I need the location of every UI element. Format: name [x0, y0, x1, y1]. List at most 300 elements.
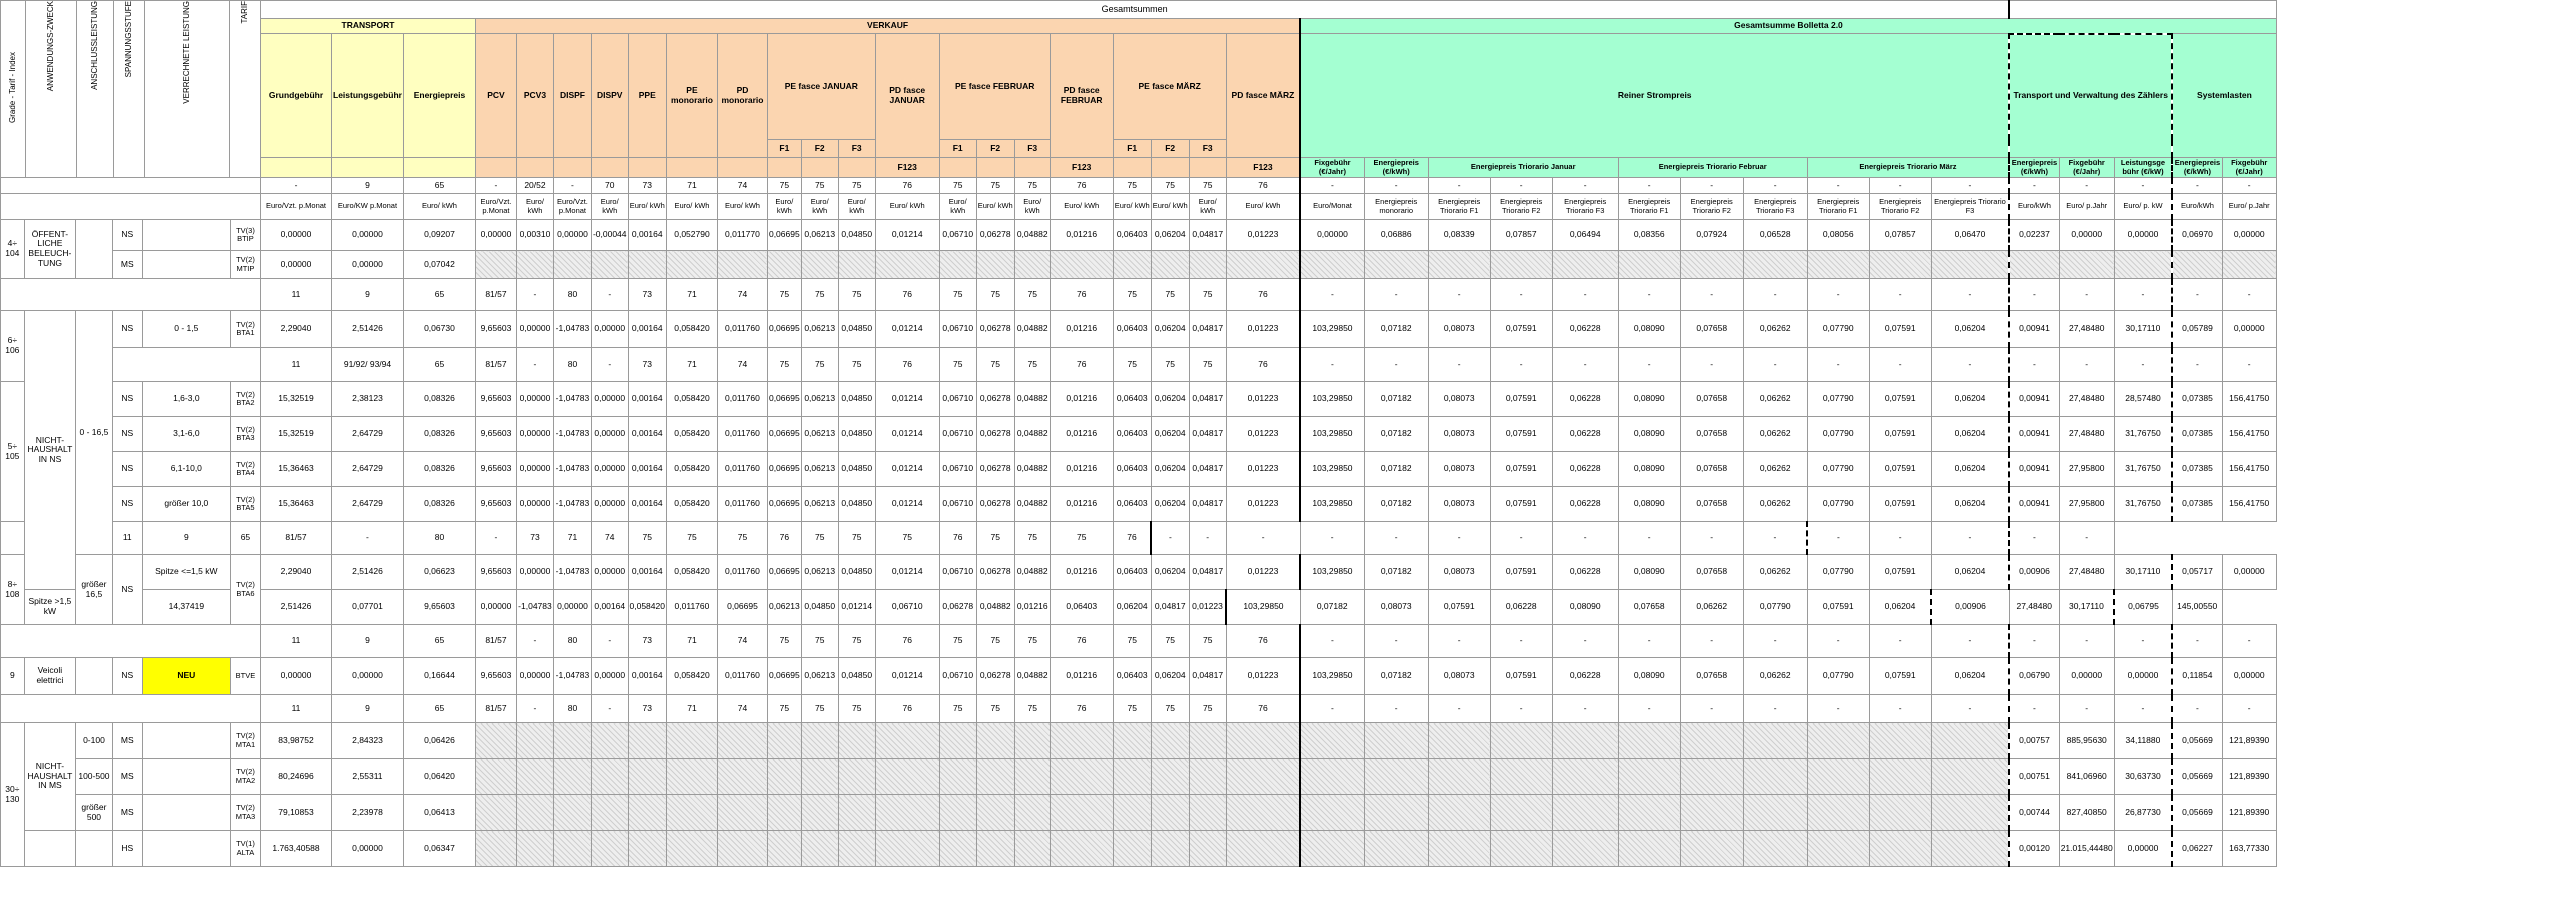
code-cell: - — [1807, 178, 1869, 194]
value-cell: 156,41750 — [2222, 417, 2276, 452]
value-cell: 0,06204 — [1931, 452, 2009, 487]
value-cell: 0,06470 — [1931, 220, 2009, 251]
value-cell: 0,07591 — [1869, 417, 1931, 452]
hatched-cell — [1680, 723, 1743, 759]
value-cell: 0,08073 — [1428, 555, 1490, 590]
unit-cell: Euro/ kWh — [591, 194, 628, 220]
code-cell: 75 — [1014, 178, 1050, 194]
hatched-cell — [875, 831, 939, 867]
code-cell: 75 — [1151, 695, 1189, 723]
value-cell: 0,08073 — [1364, 590, 1428, 625]
value-cell: 0,00941 — [2009, 382, 2059, 417]
code-cell: - — [1743, 695, 1807, 723]
hatched-cell — [2009, 251, 2059, 279]
hatched-cell — [553, 831, 591, 867]
col-tv-energiepreis: Energiepreis (€/kWh) — [2009, 158, 2059, 178]
col-f123: F123 — [875, 158, 939, 178]
hatched-cell — [717, 831, 767, 867]
grade-cell: 30÷ 130 — [1, 723, 25, 867]
col-pe-monorario: PE monorario — [666, 34, 717, 158]
spannung-cell: NS — [112, 311, 142, 348]
value-cell: -0,00044 — [591, 220, 628, 251]
value-cell: 0,04882 — [1014, 658, 1050, 695]
spannung-cell: MS — [112, 795, 142, 831]
code-cell: 76 — [875, 695, 939, 723]
value-cell: 0,07857 — [1869, 220, 1931, 251]
hatched-cell — [1490, 831, 1552, 867]
spannung-cell: NS — [112, 487, 142, 522]
value-cell: 0,06403 — [1050, 590, 1113, 625]
value-cell: 0,00757 — [2009, 723, 2059, 759]
value-cell: 2,51426 — [261, 590, 332, 625]
code-cell: 65 — [403, 348, 475, 382]
code-cell: - — [1807, 695, 1869, 723]
unit-cell: Euro/ p.Jahr — [2059, 194, 2114, 220]
tarif-cell: TV(2) BTA3 — [230, 417, 260, 452]
code-cell: - — [2172, 625, 2222, 658]
value-cell: 0,06228 — [1552, 417, 1618, 452]
value-cell: 0,00000 — [2222, 311, 2276, 348]
code-cell: 76 — [875, 178, 939, 194]
hatched-cell — [1113, 759, 1151, 795]
code-cell: 71 — [666, 348, 717, 382]
code-cell: 75 — [1189, 695, 1226, 723]
value-cell: 2,51426 — [332, 555, 404, 590]
value-cell: 0,07790 — [1807, 382, 1869, 417]
value-cell: 0,00000 — [2114, 658, 2172, 695]
hatched-cell — [2059, 251, 2114, 279]
value-cell: -1,04783 — [553, 382, 591, 417]
hatched-cell — [1680, 251, 1743, 279]
hatched-cell — [1113, 723, 1151, 759]
hatched-cell — [2222, 251, 2276, 279]
hatched-cell — [1189, 795, 1226, 831]
value-cell: 0,01214 — [875, 452, 939, 487]
value-cell: 0,01216 — [1014, 590, 1050, 625]
unit-cell: Euro/Vzt. p.Monat — [261, 194, 332, 220]
hatched-cell — [1743, 759, 1807, 795]
value-cell: 0,06710 — [875, 590, 939, 625]
value-cell: 0,01223 — [1226, 382, 1300, 417]
code-cell: - — [1618, 695, 1680, 723]
hatched-cell — [1931, 795, 2009, 831]
hatched-cell — [801, 795, 838, 831]
hatched-cell — [1680, 831, 1743, 867]
code-cell: 76 — [1226, 695, 1300, 723]
value-cell: 0,058420 — [628, 590, 666, 625]
tarif-cell: TV(1) ALTA — [230, 831, 260, 867]
value-cell: 15,32519 — [261, 382, 332, 417]
code-cell: 75 — [1113, 348, 1151, 382]
value-cell: 0,00000 — [553, 590, 591, 625]
hatched-cell — [553, 795, 591, 831]
value-cell: 0,06228 — [1552, 311, 1618, 348]
hatched-cell — [591, 795, 628, 831]
spannung-cell: NS — [112, 658, 142, 695]
value-cell: 0,00000 — [2114, 831, 2172, 867]
hatched-cell — [1300, 831, 1364, 867]
hatched-cell — [2172, 251, 2222, 279]
hatched-cell — [1743, 251, 1807, 279]
hatched-cell — [838, 759, 875, 795]
code-cell: - — [1552, 348, 1618, 382]
spannung-cell: MS — [112, 251, 142, 279]
code-cell: - — [2059, 348, 2114, 382]
zweck-cell: ÖFFENT-LICHE BELEUCH-TUNG — [24, 220, 76, 279]
value-cell: -1,04783 — [516, 590, 553, 625]
code-cell: - — [1743, 522, 1807, 555]
code-cell: 75 — [838, 625, 875, 658]
value-cell: 0,04850 — [838, 658, 875, 695]
hatched-cell — [1113, 795, 1151, 831]
value-cell: 156,41750 — [2222, 452, 2276, 487]
table-row — [1, 831, 2277, 867]
code-cell: - — [1680, 695, 1743, 723]
code-cell: 75 — [976, 348, 1014, 382]
header-zweck: ANWENDUNGS-ZWECK — [45, 1, 55, 92]
value-cell: 31,76750 — [2114, 487, 2172, 522]
hatched-cell — [591, 831, 628, 867]
hatched-cell — [475, 251, 516, 279]
col-pe-fasce-maerz: PE fasce MÄRZ — [1113, 34, 1226, 140]
code-cell: - — [516, 695, 553, 723]
value-cell: 0,011760 — [717, 382, 767, 417]
hatched-cell — [1552, 759, 1618, 795]
value-cell: 0,07182 — [1364, 487, 1428, 522]
value-cell: 0,00164 — [628, 311, 666, 348]
value-cell: 0,01223 — [1226, 658, 1300, 695]
zweck-cell: NICHT-HAUSHALT IN NS — [24, 311, 76, 590]
new-badge: NEU — [142, 658, 230, 695]
anschluss-cell: größer 500 — [76, 795, 113, 831]
value-cell: 0,00164 — [628, 658, 666, 695]
hatched-cell — [1869, 759, 1931, 795]
code-cell: 76 — [1226, 279, 1300, 311]
hatched-cell — [553, 251, 591, 279]
code-cell: - — [1931, 178, 2009, 194]
code-cell: 73 — [516, 522, 553, 555]
hatched-cell — [767, 251, 801, 279]
code-cell: - — [1869, 178, 1931, 194]
code-cell: - — [1618, 178, 1680, 194]
code-cell: 76 — [1050, 348, 1113, 382]
value-cell: 34,11880 — [2114, 723, 2172, 759]
code-cell: 75 — [1113, 695, 1151, 723]
value-cell: 0,04817 — [1189, 487, 1226, 522]
value-cell: 0,058420 — [666, 658, 717, 695]
code-cell: - — [1931, 348, 2009, 382]
code-cell: - — [1680, 625, 1743, 658]
code-cell: 65 — [230, 522, 260, 555]
code-cell: - — [1618, 348, 1680, 382]
hatched-cell — [1364, 795, 1428, 831]
unit-cell: Euro/ kWh — [767, 194, 801, 220]
value-cell: 0,06420 — [403, 759, 475, 795]
code-cell: 75 — [976, 279, 1014, 311]
hatched-cell — [939, 723, 976, 759]
leistung-cell: 1,6-3,0 — [142, 382, 230, 417]
unit-cell: Energiepreis Triorario F1 — [1807, 194, 1869, 220]
hatched-cell — [717, 251, 767, 279]
value-cell: 0,07790 — [1807, 452, 1869, 487]
value-cell: 0,04882 — [976, 590, 1014, 625]
code-cell: 11 — [112, 522, 142, 555]
code-cell: - — [1490, 348, 1552, 382]
code-cell: 11 — [261, 625, 332, 658]
hatched-cell — [767, 795, 801, 831]
value-cell: 121,89390 — [2222, 795, 2276, 831]
value-cell: 0,00000 — [2059, 220, 2114, 251]
code-cell: - — [1743, 279, 1807, 311]
hatched-cell — [838, 723, 875, 759]
code-row — [1, 625, 2277, 658]
value-cell: 27,48480 — [2059, 311, 2114, 348]
code-cell: - — [516, 625, 553, 658]
unit-cell: Energiepreis Triorario F2 — [1869, 194, 1931, 220]
value-cell: 0,06710 — [939, 555, 976, 590]
value-cell: 0,01223 — [1226, 487, 1300, 522]
code-cell: 75 — [1189, 178, 1226, 194]
value-cell: 0,05669 — [2172, 795, 2222, 831]
value-cell: 0,00000 — [591, 555, 628, 590]
value-cell: 0,05669 — [2172, 723, 2222, 759]
value-cell: 0,06413 — [403, 795, 475, 831]
hatched-cell — [553, 723, 591, 759]
code-cell: 75 — [838, 348, 875, 382]
hatched-cell — [767, 831, 801, 867]
value-cell: 0,06278 — [976, 658, 1014, 695]
code-cell: 75 — [767, 348, 801, 382]
value-cell: 0,06262 — [1743, 417, 1807, 452]
code-cell: - — [2114, 695, 2172, 723]
hatched-cell — [1364, 831, 1428, 867]
value-cell: 0,058420 — [666, 382, 717, 417]
hatched-cell — [875, 759, 939, 795]
hatched-cell — [1050, 831, 1113, 867]
code-cell: 75 — [838, 522, 875, 555]
unit-cell: Euro/ kWh — [1226, 194, 1300, 220]
hatched-cell — [1300, 759, 1364, 795]
anschluss-cell: größer 16,5 — [76, 555, 113, 625]
table-row — [1, 311, 2277, 348]
tarif-cell: TV(2) BTA4 — [230, 452, 260, 487]
value-cell: 156,41750 — [2222, 487, 2276, 522]
value-cell: 0,058420 — [666, 417, 717, 452]
code-cell: 71 — [666, 279, 717, 311]
code-cell: 75 — [801, 625, 838, 658]
anschluss-cell: 100-500 — [76, 759, 113, 795]
code-cell: - — [2059, 625, 2114, 658]
code-cell: 76 — [875, 348, 939, 382]
hatched-cell — [1807, 795, 1869, 831]
unit-cell: Euro/Vzt. p.Monat — [475, 194, 516, 220]
value-cell: 0,05789 — [2172, 311, 2222, 348]
value-cell: 0,08339 — [1428, 220, 1490, 251]
hatched-cell — [976, 759, 1014, 795]
hatched-cell — [2114, 251, 2172, 279]
code-cell: - — [1618, 279, 1680, 311]
header-grade: Grade - Tarif - Index — [7, 52, 17, 124]
code-cell: - — [2222, 279, 2276, 311]
value-cell: 0,00164 — [628, 452, 666, 487]
bolletta-header: Gesamtsumme Bolletta 2.0 — [1300, 19, 2276, 34]
value-cell: 0,00000 — [516, 417, 553, 452]
code-cell: - — [1869, 348, 1931, 382]
value-cell: 0,06228 — [1552, 555, 1618, 590]
code-cell: 76 — [1050, 695, 1113, 723]
hatched-cell — [976, 795, 1014, 831]
hatched-cell — [1151, 759, 1189, 795]
value-cell: 0,04850 — [838, 220, 875, 251]
hatched-cell — [516, 759, 553, 795]
value-cell: 156,41750 — [2222, 382, 2276, 417]
value-cell: 0,08356 — [1618, 220, 1680, 251]
code-cell: - — [332, 522, 404, 555]
value-cell: 0,07591 — [1490, 452, 1552, 487]
code-cell: - — [2222, 178, 2276, 194]
col-blank — [332, 158, 404, 178]
value-cell: 0,00310 — [516, 220, 553, 251]
value-cell: 0,00000 — [261, 251, 332, 279]
value-cell: 0,04817 — [1189, 452, 1226, 487]
gesamtsummen-header: Gesamtsummen — [261, 1, 2010, 19]
value-cell: 0,06204 — [1151, 452, 1189, 487]
hatched-cell — [1113, 251, 1151, 279]
value-cell: 0,08056 — [1807, 220, 1869, 251]
value-cell: 0,06710 — [939, 452, 976, 487]
value-cell: 0,00000 — [2059, 658, 2114, 695]
unit-cell: Energiepreis Triorario F1 — [1618, 194, 1680, 220]
hatched-cell — [939, 831, 976, 867]
value-cell: 0,00000 — [261, 220, 332, 251]
code-cell: - — [591, 279, 628, 311]
value-cell: 0,06886 — [1364, 220, 1428, 251]
code-cell: - — [591, 348, 628, 382]
hatched-cell — [1151, 251, 1189, 279]
systemlasten-header: Systemlasten — [2172, 34, 2276, 158]
code-cell: 71 — [666, 695, 717, 723]
hatched-cell — [717, 795, 767, 831]
table-row — [1, 658, 2277, 695]
value-cell: 0,06278 — [976, 220, 1014, 251]
value-cell: 0,00000 — [516, 658, 553, 695]
value-cell: 0,08090 — [1618, 658, 1680, 695]
spannung-cell: NS — [112, 452, 142, 487]
value-cell: 31,76750 — [2114, 452, 2172, 487]
value-cell: 0,07790 — [1807, 658, 1869, 695]
code-cell: 91/92/ 93/94 — [332, 348, 404, 382]
code-cell: - — [1807, 348, 1869, 382]
value-cell: 0,02237 — [2009, 220, 2059, 251]
value-cell: 0,07591 — [1490, 417, 1552, 452]
code-row — [1, 695, 2277, 723]
value-cell: 0,06403 — [1113, 555, 1151, 590]
code-cell: - — [475, 522, 516, 555]
value-cell: 0,07182 — [1364, 382, 1428, 417]
value-cell: 0,00164 — [628, 487, 666, 522]
code-cell: - — [1364, 178, 1428, 194]
code-cell: 75 — [1151, 178, 1189, 194]
value-cell: 27,48480 — [2059, 382, 2114, 417]
value-cell: 0,08090 — [1618, 452, 1680, 487]
code-cell: - — [1680, 348, 1743, 382]
value-cell: 9,65603 — [475, 658, 516, 695]
hatched-cell — [516, 795, 553, 831]
col-pd-fasce-maerz: PD fasce MÄRZ — [1226, 34, 1300, 158]
value-cell: 0,06262 — [1743, 555, 1807, 590]
code-cell: - — [1428, 178, 1490, 194]
value-cell: 30,63730 — [2114, 759, 2172, 795]
value-cell: 0,06528 — [1743, 220, 1807, 251]
tarif-cell: BTVE — [230, 658, 260, 695]
code-cell: - — [1490, 695, 1552, 723]
code-cell: 76 — [939, 522, 976, 555]
code-cell: 75 — [1014, 348, 1050, 382]
value-cell: 0,06228 — [1490, 590, 1552, 625]
tarif-cell: TV(2) BTA1 — [230, 311, 260, 348]
hatched-cell — [875, 251, 939, 279]
code-cell: - — [1552, 625, 1618, 658]
code-cell: 81/57 — [261, 522, 332, 555]
value-cell: 0,08326 — [403, 452, 475, 487]
value-cell: 0,07591 — [1490, 555, 1552, 590]
code-cell: 9 — [332, 695, 404, 723]
value-cell: 0,04850 — [838, 452, 875, 487]
value-cell: 0,00000 — [1300, 220, 1364, 251]
value-cell: 0,06403 — [1113, 658, 1151, 695]
value-cell: 0,01223 — [1226, 555, 1300, 590]
code-cell: 20/52 — [516, 178, 553, 194]
code-cell: 75 — [1189, 348, 1226, 382]
code-cell: 76 — [1113, 522, 1151, 555]
value-cell: 0,06730 — [403, 311, 475, 348]
hatched-cell — [666, 795, 717, 831]
hatched-cell — [1014, 723, 1050, 759]
code-cell: 75 — [767, 625, 801, 658]
tarif-cell: TV(2) MTA2 — [230, 759, 260, 795]
value-cell: 0,06262 — [1743, 382, 1807, 417]
value-cell: 0,00744 — [2009, 795, 2059, 831]
code-cell: - — [516, 348, 553, 382]
tarif-cell: TV(2) MTA3 — [230, 795, 260, 831]
value-cell: 80,24696 — [261, 759, 332, 795]
code-cell: 75 — [976, 178, 1014, 194]
value-cell: 0,06228 — [1552, 487, 1618, 522]
value-cell: 0,04817 — [1189, 311, 1226, 348]
code-cell: - — [1189, 522, 1226, 555]
code-cell: 75 — [801, 522, 838, 555]
hatched-cell — [1050, 723, 1113, 759]
code-cell: - — [1680, 178, 1743, 194]
code-cell: - — [1931, 279, 2009, 311]
value-cell: 27,95800 — [2059, 487, 2114, 522]
col-energiepreis: Energiepreis — [403, 34, 475, 158]
value-cell: 0,06262 — [1680, 590, 1743, 625]
value-cell: 0,01214 — [875, 417, 939, 452]
value-cell: 0,00906 — [1931, 590, 2009, 625]
code-cell: - — [2172, 178, 2222, 194]
value-cell: 9,65603 — [475, 382, 516, 417]
hatched-cell — [801, 759, 838, 795]
hatched-cell — [1189, 251, 1226, 279]
value-cell: 0,06262 — [1743, 658, 1807, 695]
col-pcv: PCV — [475, 34, 516, 158]
value-cell: 26,87730 — [2114, 795, 2172, 831]
value-cell: 0,07591 — [1490, 658, 1552, 695]
value-cell: -1,04783 — [553, 658, 591, 695]
col-tv-leistungsgebuehr: Leistungsge bühr (€/kW) — [2114, 158, 2172, 178]
value-cell: 0,06710 — [939, 220, 976, 251]
